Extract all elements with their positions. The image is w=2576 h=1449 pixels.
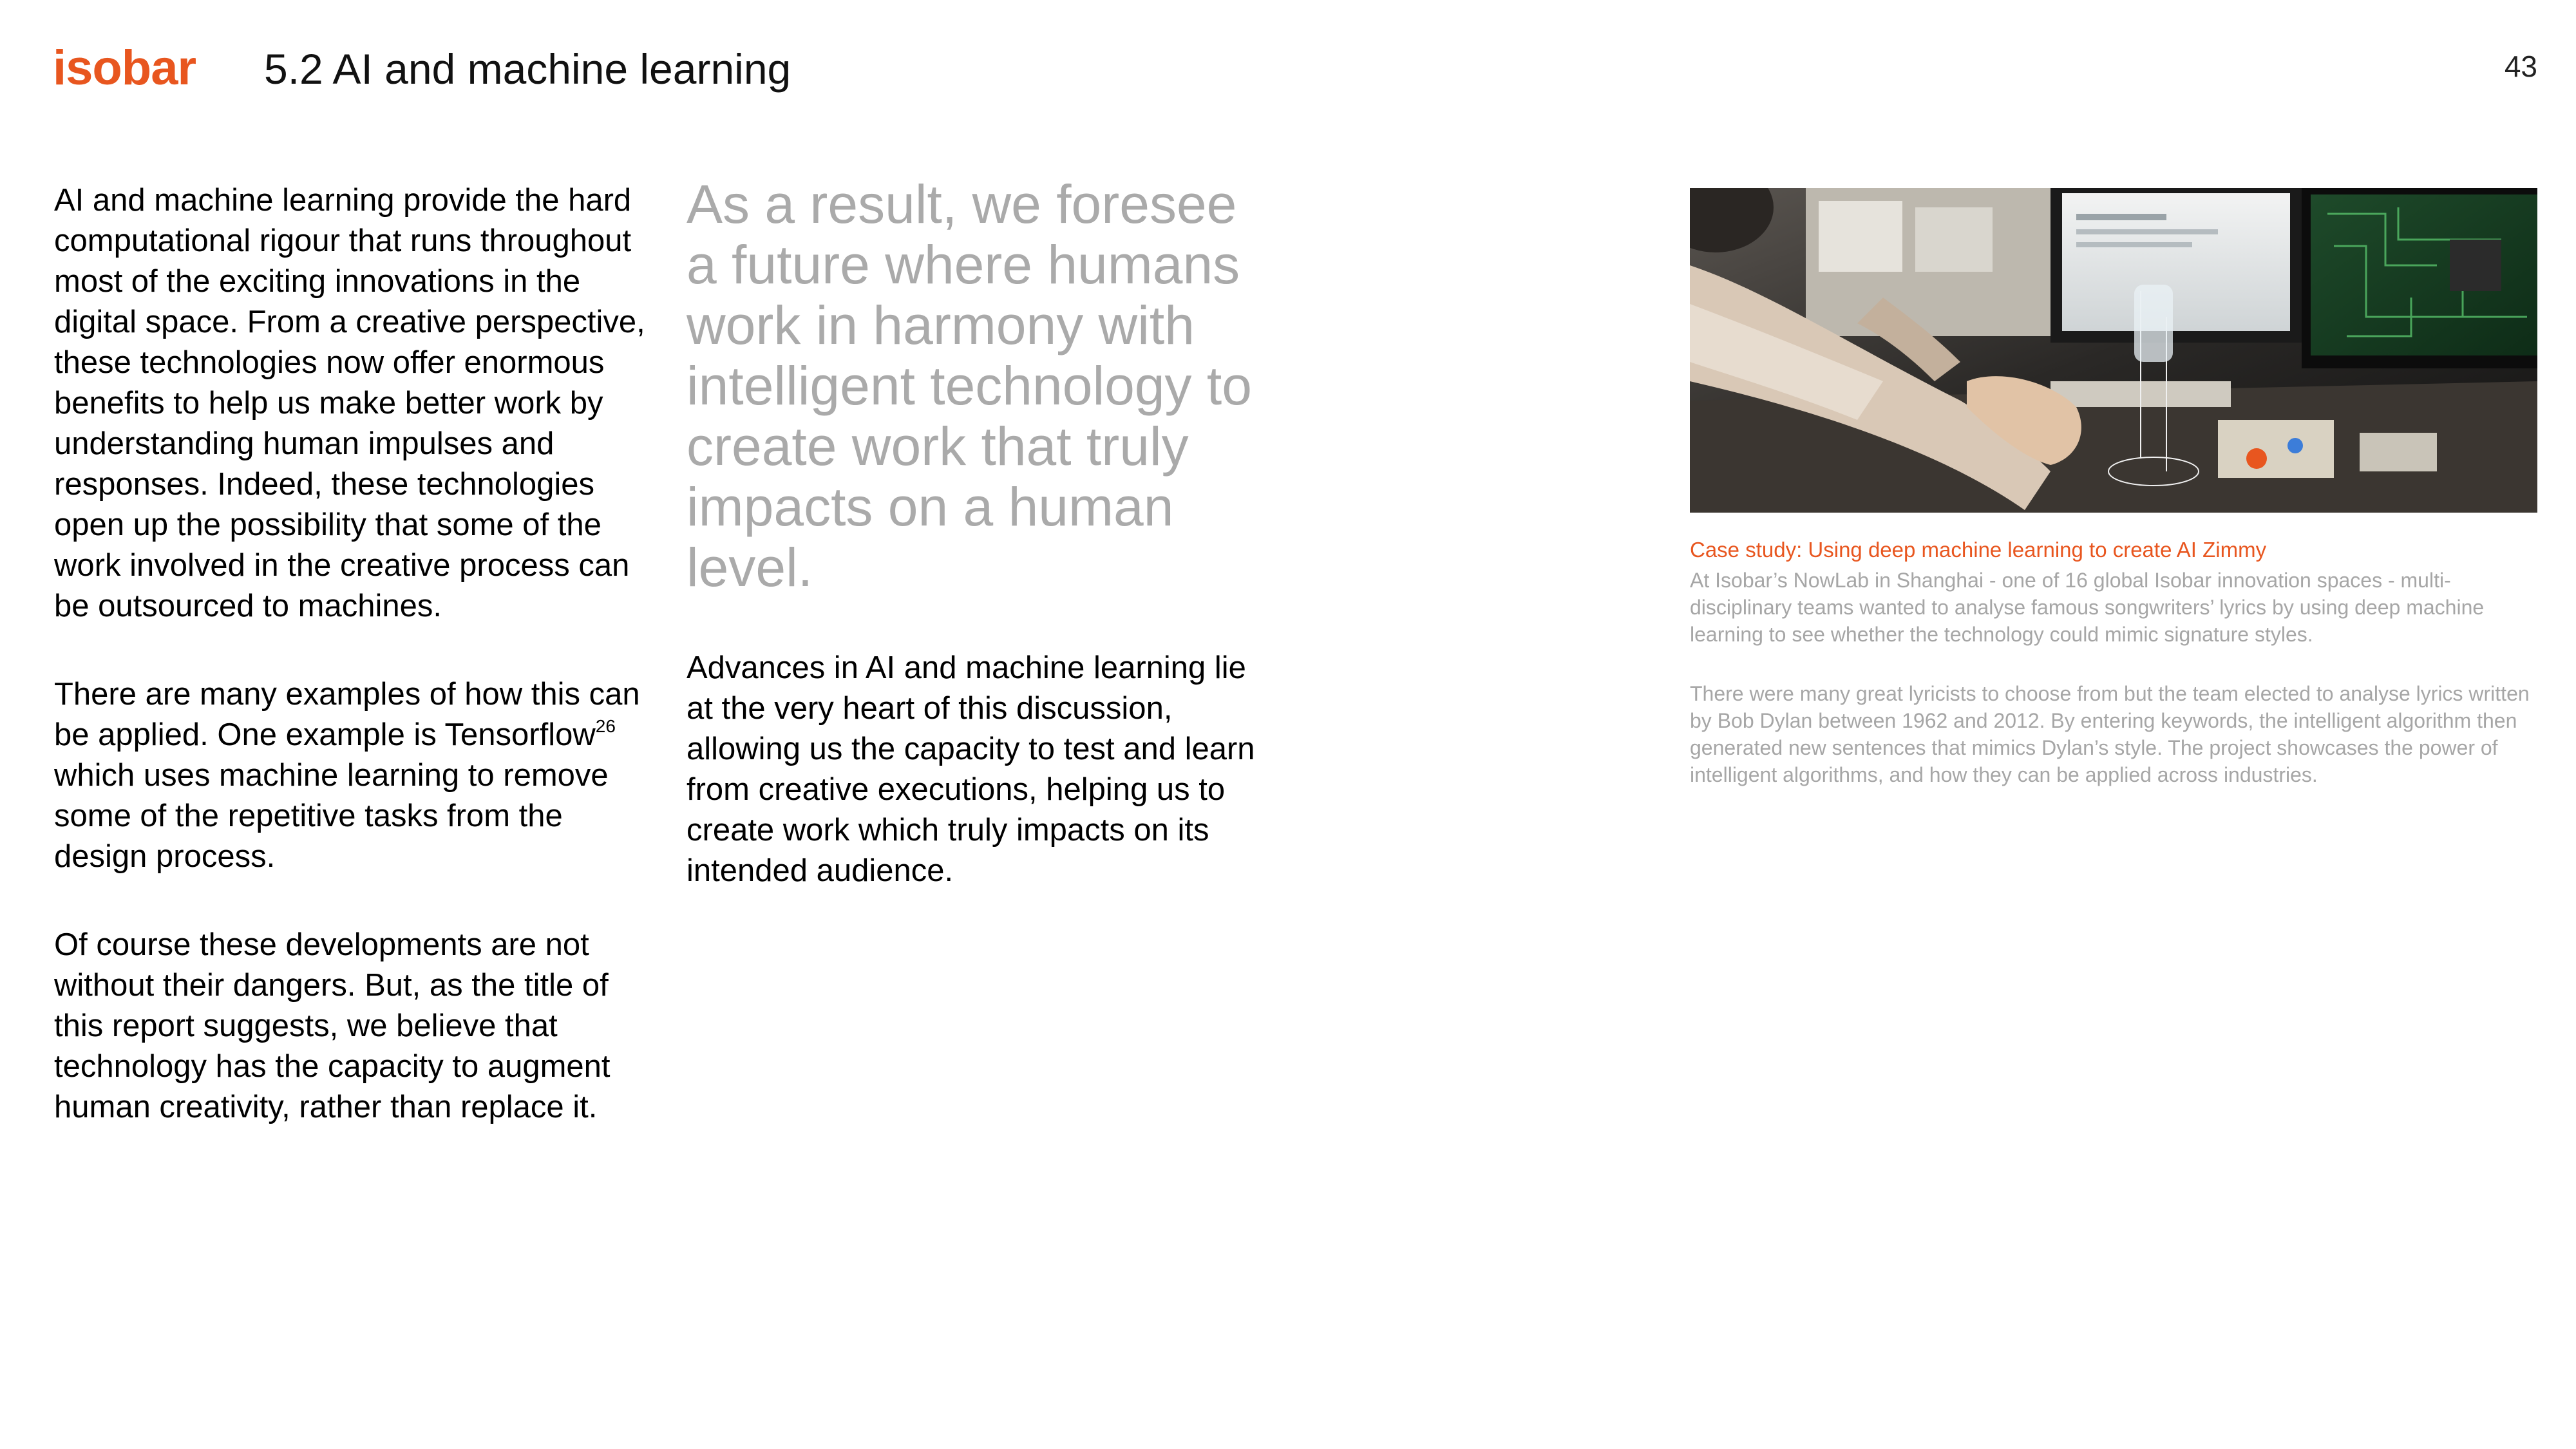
- isobar-logo: isobar: [53, 41, 196, 95]
- intro-paragraph: AI and machine learning provide the hard computational rigour that runs throughout most of the exciting innovations in the digital space. From a creative perspective, these technologies now offer enormous benefits to help us make better work by understanding human impulses and responses. Indeed, these technologies open up the possibility that some of the work involved in the creative process can be outsourced to machines.: [54, 183, 645, 623]
- dangers-paragraph: Of course these developments are not without their dangers. But, as the title of this report suggests, we believe that technology has the capacity to augment human creativity, rather than replace it.: [54, 927, 611, 1124]
- case-study-title: Case study: Using deep machine learning to create AI Zimmy: [1690, 538, 2267, 562]
- left-column: [54, 180, 647, 1175]
- examples-text-start: There are many examples of how this can be applied. One example is Tensorflow: [54, 677, 640, 752]
- pull-quote: As a result, we foresee a future where humans work in harmony with intelligent technology to create work that truly impacts on a human level.: [687, 174, 1252, 598]
- middle-body-paragraph: Advances in AI and machine learning lie at the very heart of this discussion, allowing us the capacity to test and learn from creative executions, helping us to create work which truly impacts on its intended audience.: [687, 650, 1255, 888]
- case-study-paragraph: At Isobar’s NowLab in Shanghai - one of 16 global Isobar innovation spaces - multi-disciplinary teams wanted to analyse famous songwriters’ lyrics by using deep machine learning to see whether the technology could mimic signature styles.: [1690, 569, 2485, 646]
- case-study-body: [1690, 567, 2540, 820]
- examples-text-end: which uses machine learning to remove some of the repetitive tasks from the design process.: [54, 758, 609, 874]
- section-title: 5.2 AI and machine learning: [264, 45, 791, 93]
- footnote-reference[interactable]: 26: [595, 716, 616, 736]
- case-study-photo: [1690, 188, 2537, 513]
- examples-paragraph: [54, 674, 647, 877]
- case-study-paragraph: There were many great lyricists to choose from but the team elected to analyse lyrics written by Bob Dylan between 1962 and 2012. By entering keywords, the intelligent algorithm then generated new sentences that mimics Dylan’s style. The project showcases the power of intelligent algorithms, and how they can be applied across industries.: [1690, 682, 2530, 786]
- page-number: 43: [2504, 50, 2537, 83]
